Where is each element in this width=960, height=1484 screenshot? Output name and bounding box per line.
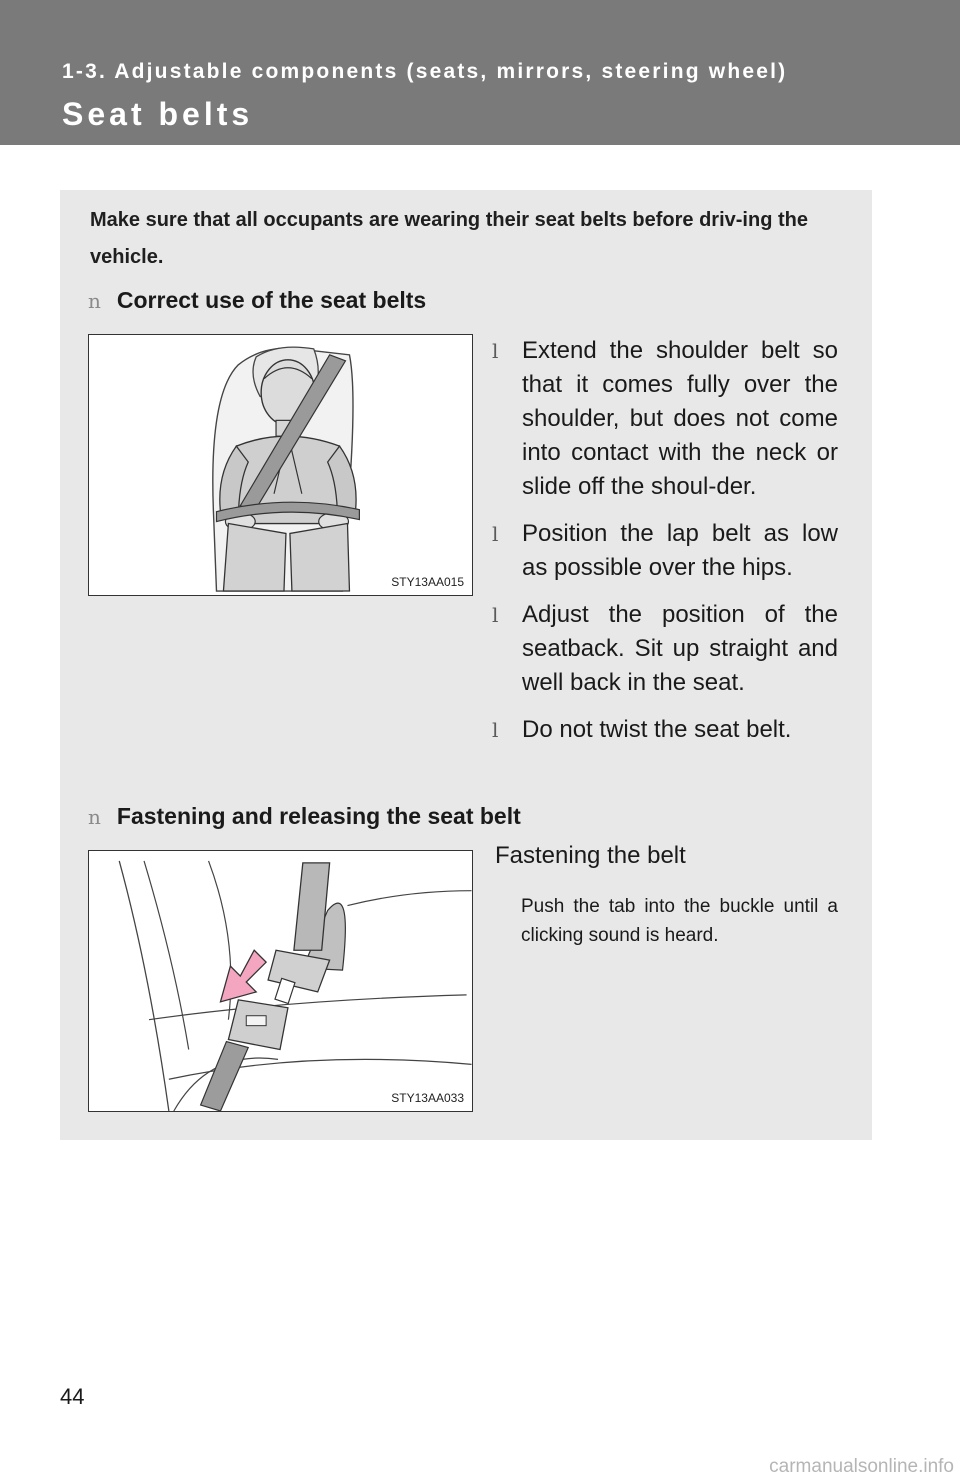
- chapter-section-title: 1-3. Adjustable components (seats, mirrors, steering wheel): [62, 60, 788, 83]
- fastening-instructions: Push the tab into the buckle until a clicking sound is heard.: [521, 896, 838, 946]
- section-heading-text: Correct use of the seat belts: [116, 287, 427, 313]
- page-title: Seat belts: [62, 96, 254, 132]
- section-heading-fastening: [88, 803, 521, 830]
- figure-code: STY13AA015: [391, 575, 464, 589]
- section-marker: n: [88, 805, 101, 829]
- list-item-text: Extend the shoulder belt so that it comes fully over the shoulder, but does not come into contact with the neck or slide off the shoul-der.: [522, 337, 838, 500]
- list-item-text: Do not twist the seat belt.: [522, 716, 792, 743]
- section-heading-text: Fastening and releasing the seat belt: [116, 803, 521, 829]
- list-item: [488, 517, 838, 585]
- seated-occupant-illustration: [89, 335, 472, 595]
- section-marker: n: [88, 289, 101, 313]
- intro-text: Make sure that all occupants are wearing their seat belts before driv-ing the vehicle.: [90, 209, 808, 268]
- bullet-marker: l: [492, 339, 499, 363]
- chapter-header: [0, 0, 960, 145]
- bullet-marker: l: [492, 718, 499, 742]
- figure-seated-occupant: [88, 334, 473, 596]
- buckle-illustration: [89, 851, 472, 1111]
- figure-buckle: [88, 850, 473, 1112]
- bullet-marker: l: [492, 522, 499, 546]
- site-watermark: carmanualsonline.info: [769, 1456, 954, 1477]
- list-item: [488, 334, 838, 504]
- bullet-marker: l: [492, 603, 499, 627]
- section-heading-correct-use: [88, 287, 426, 314]
- fastening-subheading: Fastening the belt: [495, 842, 686, 869]
- list-item: [488, 598, 838, 700]
- seat-belt-use-list: [488, 334, 838, 760]
- page-number: 44: [60, 1384, 85, 1409]
- list-item-text: Adjust the position of the seatback. Sit up straight and well back in the seat.: [522, 601, 838, 696]
- figure-code: STY13AA033: [391, 1091, 464, 1105]
- list-item: [488, 713, 838, 747]
- list-item-text: Position the lap belt as low as possible over the hips.: [522, 520, 838, 581]
